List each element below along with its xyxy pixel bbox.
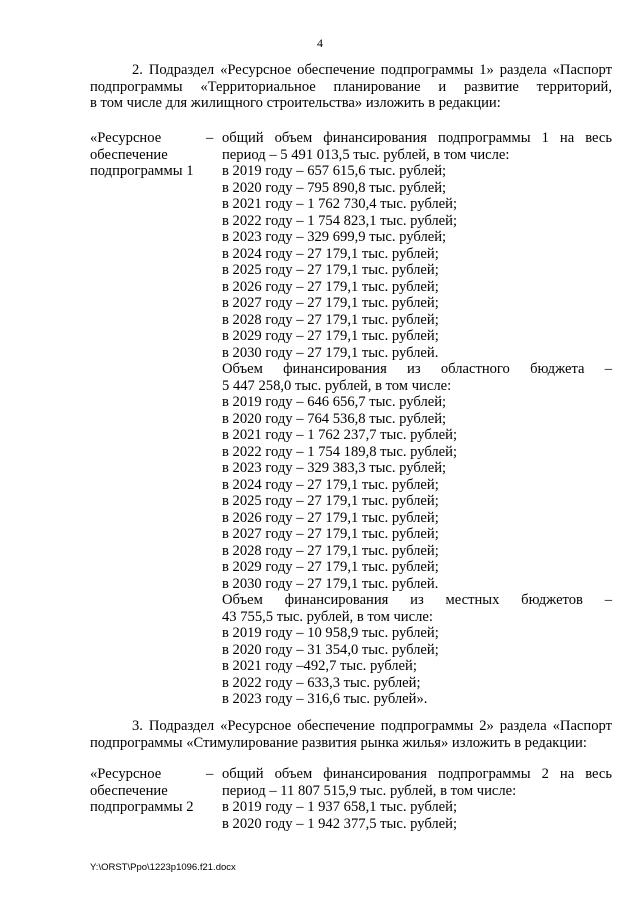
content-line: в 2022 году – 1 754 823,1 тыс. рублей; — [222, 212, 458, 229]
dash-separator: – — [206, 130, 214, 146]
content-line: в 2021 году –492,7 тыс. рублей; — [222, 658, 417, 674]
content-line: в 2023 году – 316,6 тыс. рублей». — [222, 691, 428, 707]
content-line: в 2021 году – 1 762 730,4 тыс. рублей; — [222, 196, 458, 212]
label-line: подпрограммы 2 — [90, 799, 194, 815]
content-line: Объем финансирования из местных бюджетов – — [222, 592, 612, 608]
content-line: Объем финансирования из областного бюджета – — [222, 361, 612, 377]
page-number: 4 — [317, 36, 323, 50]
resource-label — [90, 766, 206, 816]
content-line: в 2027 году – 27 179,1 тыс. рублей; — [222, 295, 439, 311]
content-line: в 2022 году – 633,3 тыс. рублей; — [222, 674, 421, 691]
dash-separator: – — [206, 766, 214, 782]
intro-line: 3. Подраздел «Ресурсное обеспечение подпрограммы 2» раздела «Паспорт — [132, 718, 612, 734]
content-line: в 2020 году – 1 942 377,5 тыс. рублей; — [222, 815, 458, 832]
content-line: в 2028 году – 27 179,1 тыс. рублей; — [222, 311, 439, 328]
content-line: в 2028 году – 27 179,1 тыс. рублей; — [222, 542, 439, 559]
content-line: в 2029 году – 27 179,1 тыс. рублей; — [222, 328, 439, 344]
resource-content — [222, 766, 612, 832]
section-3-intro — [90, 718, 612, 751]
content-line: в 2024 году – 27 179,1 тыс. рублей; — [222, 245, 439, 262]
content-line: в 2020 году – 764 536,8 тыс. рублей; — [222, 410, 447, 427]
label-line: обеспечение — [90, 782, 168, 799]
content-line: в 2026 году – 27 179,1 тыс. рублей; — [222, 278, 439, 295]
content-line: в 2019 году – 1 937 658,1 тыс. рублей; — [222, 799, 458, 815]
content-line: в 2022 году – 1 754 189,8 тыс. рублей; — [222, 443, 458, 460]
section-2-intro — [90, 62, 612, 112]
content-line: в 2030 году – 27 179,1 тыс. рублей. — [222, 575, 439, 592]
label-line: «Ресурсное — [90, 766, 162, 782]
label-line: подпрограммы 1 — [90, 163, 194, 179]
resource-content — [222, 130, 612, 708]
content-line: 5 447 258,0 тыс. рублей, в том числе: — [222, 377, 452, 394]
content-line: в 2030 году – 27 179,1 тыс. рублей. — [222, 344, 439, 361]
file-path-footer: Y:\ORST\Ppo\1223p1096.f21.docx — [90, 862, 236, 873]
intro-line: подпрограммы «Территориальное планирование и развитие территорий, — [90, 78, 612, 95]
content-line: в 2019 году – 646 656,7 тыс. рублей; — [222, 394, 447, 410]
resource-label — [90, 130, 206, 180]
content-line: 43 755,5 тыс. рублей, в том числе: — [222, 608, 433, 625]
content-line: в 2021 году – 1 762 237,7 тыс. рублей; — [222, 427, 458, 443]
content-line: в 2020 году – 31 354,0 тыс. рублей; — [222, 641, 439, 658]
content-line: в 2024 году – 27 179,1 тыс. рублей; — [222, 476, 439, 493]
content-line: в 2026 году – 27 179,1 тыс. рублей; — [222, 509, 439, 526]
content-line: общий объем финансирования подпрограммы 2 на весь — [222, 766, 612, 782]
content-line: в 2019 году – 657 615,6 тыс. рублей; — [222, 163, 447, 179]
label-line: «Ресурсное — [90, 130, 162, 146]
content-line: период – 5 491 013,5 тыс. рублей, в том числе: — [222, 146, 510, 163]
content-line: в 2023 году – 329 383,3 тыс. рублей; — [222, 460, 447, 476]
content-line: в 2025 году – 27 179,1 тыс. рублей; — [222, 493, 439, 509]
intro-line: подпрограммы «Стимулирование развития рынка жилья» изложить в редакции: — [90, 734, 587, 751]
label-line: обеспечение — [90, 146, 168, 163]
content-line: в 2025 году – 27 179,1 тыс. рублей; — [222, 262, 439, 278]
content-line: в 2020 году – 795 890,8 тыс. рублей; — [222, 179, 447, 196]
intro-line: 2. Подраздел «Ресурсное обеспечение подпрограммы 1» раздела «Паспорт — [132, 62, 612, 78]
content-line: период – 11 807 515,9 тыс. рублей, в том числе: — [222, 782, 517, 799]
content-line: в 2023 году – 329 699,9 тыс. рублей; — [222, 229, 447, 245]
content-line: общий объем финансирования подпрограммы 1 на весь — [222, 130, 612, 146]
content-line: в 2027 году – 27 179,1 тыс. рублей; — [222, 526, 439, 542]
content-line: в 2019 году – 10 958,9 тыс. рублей; — [222, 625, 439, 641]
content-line: в 2029 году – 27 179,1 тыс. рублей; — [222, 559, 439, 575]
intro-line: в том числе для жилищного строительства» изложить в редакции: — [90, 95, 501, 111]
